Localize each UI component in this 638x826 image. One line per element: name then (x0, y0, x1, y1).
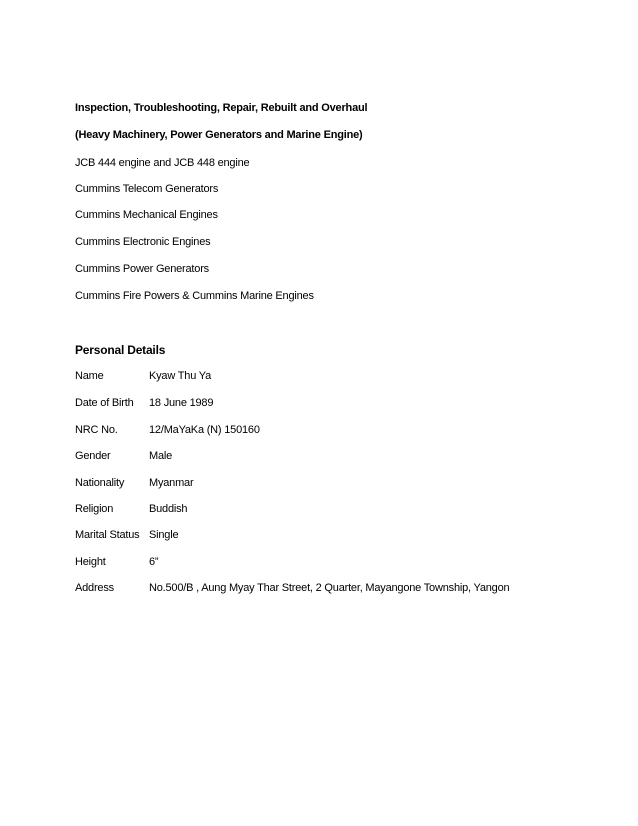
detail-label: Name (75, 370, 104, 382)
detail-label: Gender (75, 450, 111, 462)
skills-subtitle: (Heavy Machinery, Power Generators and Marine Engine) (75, 129, 363, 141)
detail-row-marital-status (75, 528, 178, 542)
skill-item: Cummins Telecom Generators (75, 183, 219, 195)
detail-row-date-of-birth (75, 396, 213, 410)
detail-row-religion (75, 502, 187, 516)
detail-value: Myanmar (149, 477, 194, 489)
detail-row-height (75, 555, 158, 569)
detail-label: Marital Status (75, 529, 140, 541)
detail-label: Address (75, 582, 114, 594)
detail-value: 12/MaYaKa (N) 150160 (149, 424, 260, 436)
skill-item: Cummins Fire Powers & Cummins Marine Engines (75, 290, 314, 302)
detail-label: NRC No. (75, 424, 118, 436)
detail-value: Buddish (149, 503, 188, 515)
detail-value: 18 June 1989 (149, 397, 214, 409)
detail-row-gender (75, 449, 172, 463)
detail-row-nationality (75, 476, 193, 490)
skill-item: Cummins Electronic Engines (75, 236, 211, 248)
skill-item: Cummins Mechanical Engines (75, 209, 218, 221)
detail-label: Nationality (75, 477, 125, 489)
detail-row-address (75, 581, 509, 595)
detail-value: No.500/B , Aung Myay Thar Street, 2 Quarter, Mayangone Township, Yangon (149, 582, 510, 594)
detail-value: Male (149, 450, 173, 462)
detail-value: Kyaw Thu Ya (149, 370, 212, 382)
skill-item: Cummins Power Generators (75, 263, 209, 275)
detail-label: Height (75, 556, 106, 568)
skill-item: JCB 444 engine and JCB 448 engine (75, 157, 250, 169)
personal-details-heading: Personal Details (75, 343, 166, 357)
detail-value: 6” (149, 556, 159, 568)
detail-row-name (75, 369, 211, 383)
skills-title: Inspection, Troubleshooting, Repair, Rebuilt and Overhaul (75, 102, 368, 114)
detail-value: Single (149, 529, 179, 541)
detail-label: Date of Birth (75, 397, 134, 409)
detail-label: Religion (75, 503, 114, 515)
detail-row-nrc (75, 423, 260, 437)
